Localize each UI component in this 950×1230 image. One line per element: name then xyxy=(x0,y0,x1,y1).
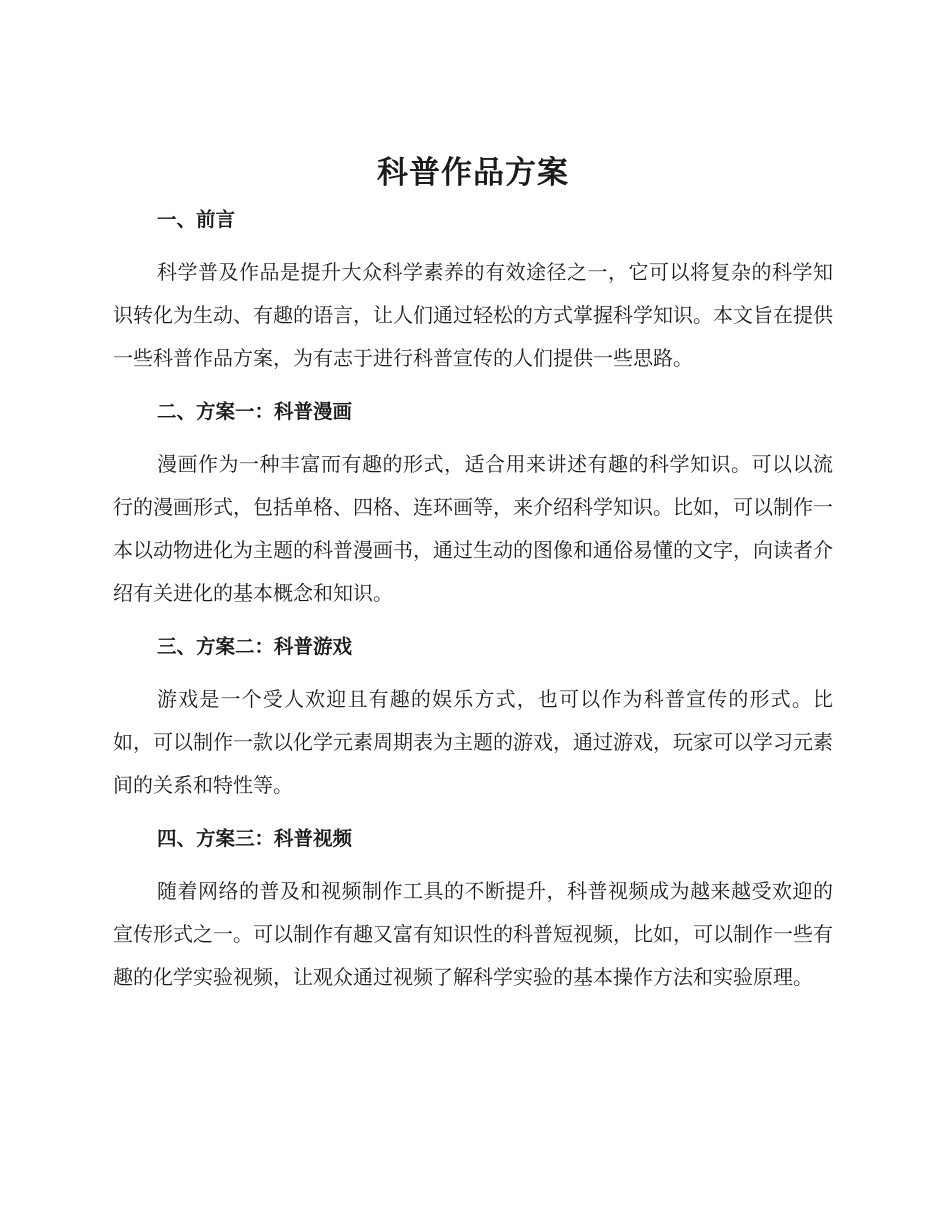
section-paragraph-preface: 科学普及作品是提升大众科学素养的有效途径之一，它可以将复杂的科学知识转化为生动、有趣的语言，让人们通过轻松的方式掌握科学知识。本文旨在提供一些科普作品方案，为有志于进行科普宣传的人们提供一些思路。 xyxy=(113,260,833,370)
section-paragraph-games: 游戏是一个受人欢迎且有趣的娱乐方式，也可以作为科普宣传的形式。比如，可以制作一款以化学元素周期表为主题的游戏，通过游戏，玩家可以学习元素间的关系和特性等。 xyxy=(113,687,833,797)
section-paragraph-comics: 漫画作为一种丰富而有趣的形式，适合用来讲述有趣的科学知识。可以以流行的漫画形式，包括单格、四格、连环画等，来介绍科学知识。比如，可以制作一本以动物进化为主题的科普漫画书，通过生动的图像和通俗易懂的文字，向读者介绍有关进化的基本概念和知识。 xyxy=(113,452,833,605)
section-heading-preface: 一、前言 xyxy=(157,208,236,231)
document-body xyxy=(113,148,833,999)
section-paragraph-videos: 随着网络的普及和视频制作工具的不断提升，科普视频成为越来越受欢迎的宣传形式之一。可以制作有趣又富有知识性的科普短视频，比如，可以制作一些有趣的化学实验视频，让观众通过视频了解科学实验的基本操作方法和实验原理。 xyxy=(113,879,833,989)
section-heading-videos: 四、方案三：科普视频 xyxy=(157,827,353,850)
document-title: 科普作品方案 xyxy=(377,155,569,191)
section-heading-comics: 二、方案一：科普漫画 xyxy=(157,400,353,423)
section-heading-games: 三、方案二：科普游戏 xyxy=(157,635,353,658)
